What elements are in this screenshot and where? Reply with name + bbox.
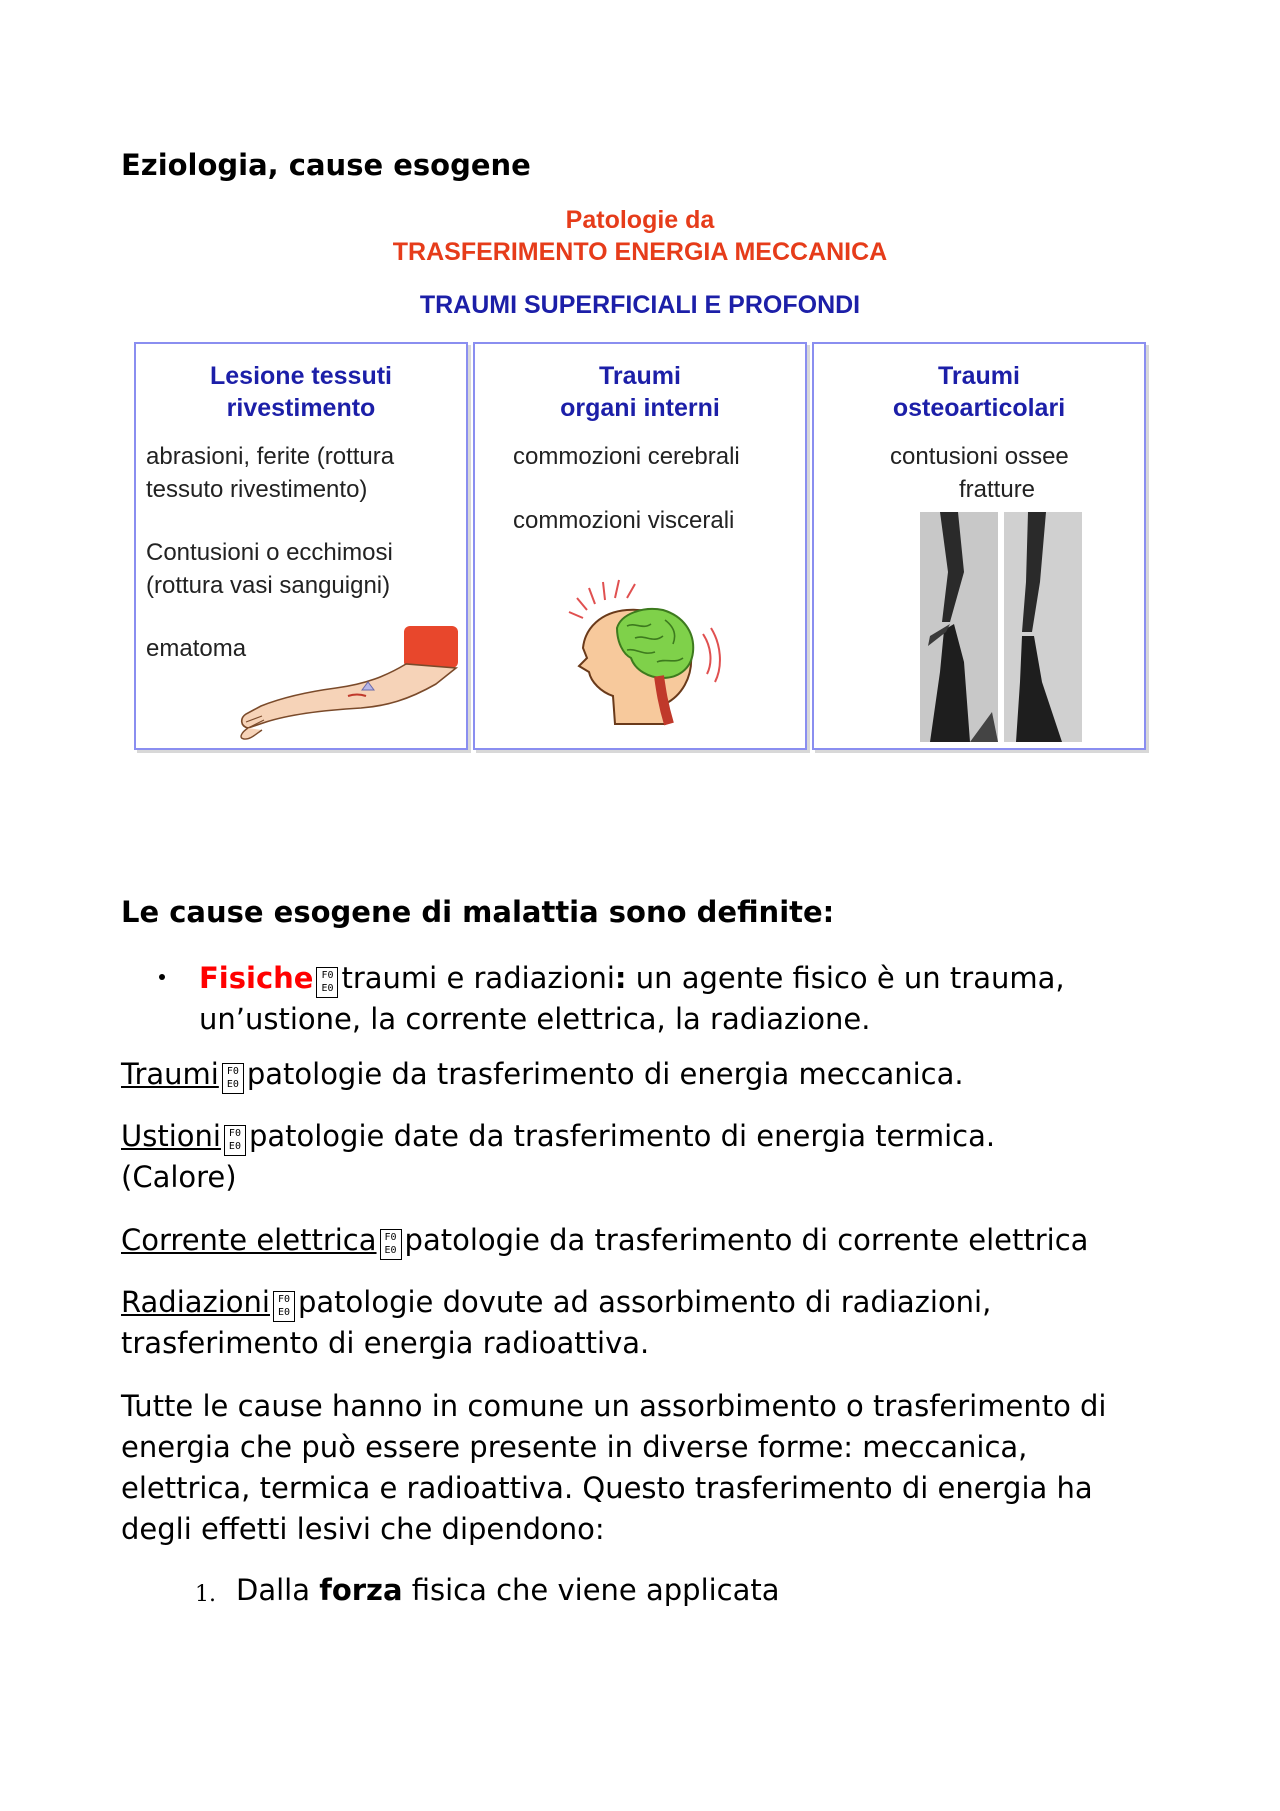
paragraph-line: Tutte le cause hanno in comune un assorbimento o trasferimento di [121, 1389, 1107, 1423]
missing-glyph-icon: F0 E0 [224, 1125, 246, 1156]
bullet-subject: traumi e radiazioni [341, 961, 615, 995]
missing-glyph-icon: F0 E0 [380, 1229, 402, 1260]
list-text-before: Dalla [236, 1573, 320, 1607]
panel-osteoarticular [812, 342, 1146, 750]
arm-illustration [236, 626, 461, 741]
panel-text: fratture [959, 476, 1036, 503]
definition-text: patologie date da trasferimento di energia termica. [248, 1119, 996, 1153]
paragraph-line: elettrica, termica e radioattiva. Questo trasferimento di energia ha [121, 1471, 1093, 1505]
panel-title-line1: Traumi [599, 362, 681, 390]
definition-corrente [121, 1220, 1171, 1261]
document-title: Eziologia, cause esogene [121, 148, 531, 182]
bullet-line2: un’ustione, la corrente elettrica, la radiazione. [199, 1002, 871, 1036]
definition-text-line2: trasferimento di energia radioattiva. [121, 1326, 650, 1360]
definition-traumi [121, 1054, 1171, 1095]
bullet-colon: : [614, 961, 627, 995]
panel-title-line2: rivestimento [226, 394, 376, 422]
panel-text: tessuto rivestimento) [146, 476, 368, 503]
bullet-text [199, 958, 1199, 1040]
list-text-after: fisica che viene applicata [402, 1573, 780, 1607]
definition-text-line2: (Calore) [121, 1160, 237, 1194]
panel-text: (rottura vasi sanguigni) [146, 572, 391, 599]
figure-heading-line2: TRASFERIMENTO ENERGIA MECCANICA [392, 238, 888, 266]
definition-radiazioni [121, 1282, 1171, 1364]
body-paragraph [121, 1386, 1171, 1550]
panel-text: ematoma [146, 635, 247, 662]
panel-title-line1: Traumi [938, 362, 1020, 390]
panel-text: commozioni cerebrali [513, 443, 740, 470]
panel-text: abrasioni, ferite (rottura [146, 443, 395, 470]
panel-text: commozioni viscerali [513, 507, 735, 534]
definition-text: patologie da trasferimento di corrente elettrica [404, 1223, 1089, 1257]
section-heading: Le cause esogene di malattia sono definite: [121, 895, 835, 929]
list-text [236, 1570, 780, 1611]
missing-glyph-icon: F0 E0 [273, 1291, 295, 1322]
panel-text: Contusioni o ecchimosi [146, 539, 393, 566]
list-number: 1. [195, 1582, 216, 1607]
definition-ustioni [121, 1116, 1171, 1198]
figure-heading-line3: TRAUMI SUPERFICIALI E PROFONDI [419, 291, 861, 319]
bullet-rest: un agente fisico è un trauma, [626, 961, 1065, 995]
panel-text: contusioni ossee [890, 443, 1069, 470]
list-text-bold: forza [319, 1573, 403, 1607]
definition-text: patologie dovute ad assorbimento di radiazioni, [297, 1285, 992, 1319]
figure-heading-line1: Patologie da [565, 206, 715, 234]
keyword: Fisiche [199, 961, 314, 995]
panel-title-line2: osteoarticolari [892, 394, 1066, 422]
definition-term: Traumi [121, 1057, 219, 1091]
xray-fracture-image [920, 512, 1082, 742]
definition-term: Ustioni [121, 1119, 221, 1153]
paragraph-line: degli effetti lesivi che dipendono: [121, 1512, 605, 1546]
bullet-line1 [199, 958, 1199, 999]
panel-title-line2: organi interni [560, 394, 720, 422]
panel-title-line1: Lesione tessuti [210, 362, 392, 390]
panel-internal-organs [473, 342, 807, 750]
definition-term: Corrente elettrica [121, 1223, 377, 1257]
definition-text: patologie da trasferimento di energia meccanica. [246, 1057, 964, 1091]
definition-term: Radiazioni [121, 1285, 270, 1319]
head-trauma-illustration [565, 574, 725, 734]
missing-glyph-icon: F0 E0 [222, 1063, 244, 1094]
bullet-icon [159, 974, 165, 980]
panel-superficial-lesions [134, 342, 468, 750]
paragraph-line: energia che può essere presente in diverse forme: meccanica, [121, 1430, 1028, 1464]
missing-glyph-icon: F0 E0 [316, 967, 338, 998]
